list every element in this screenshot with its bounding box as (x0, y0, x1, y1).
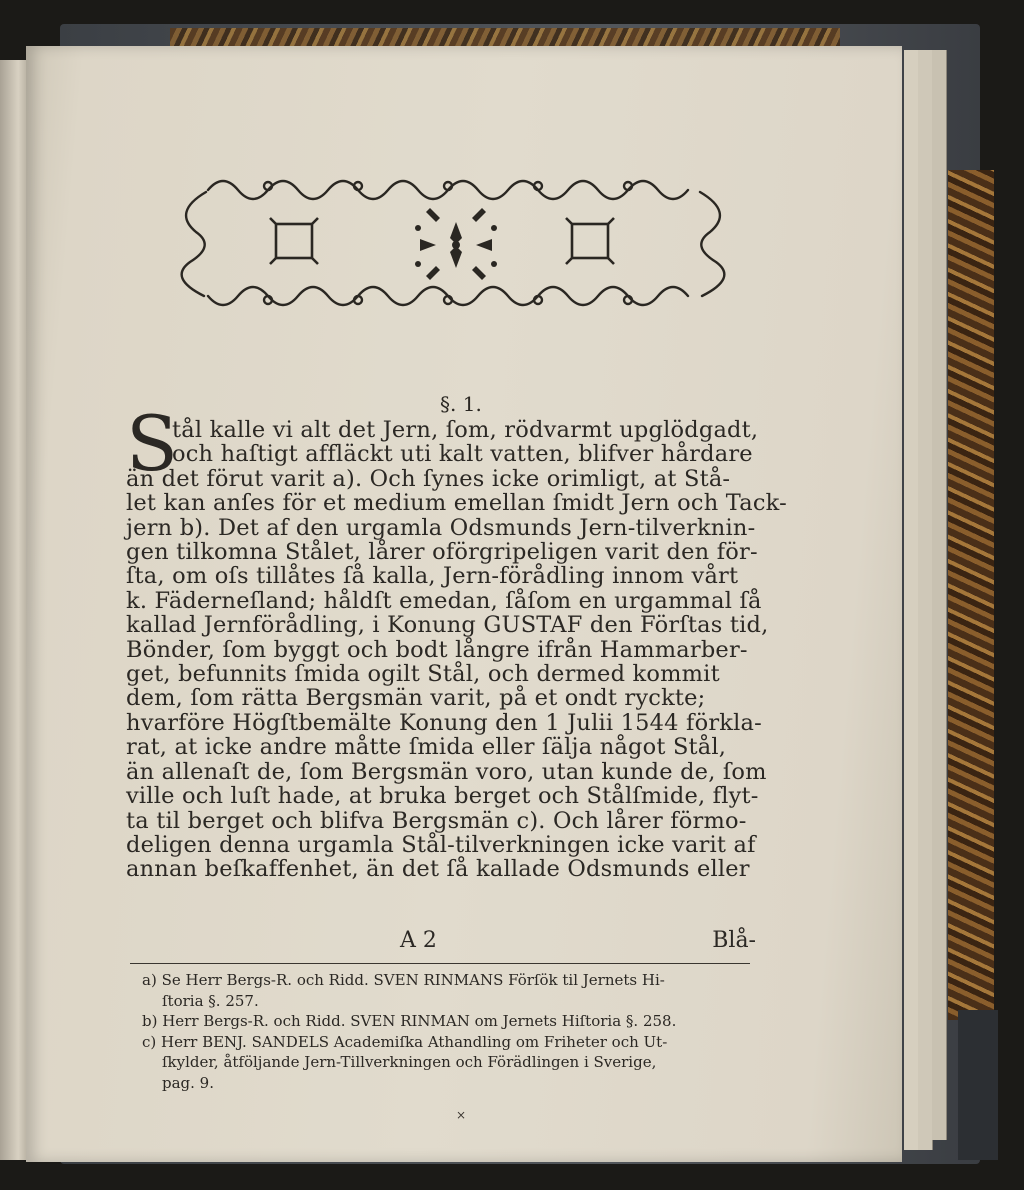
footnote-a: a) Se Herr Bergs-R. och Ridd. SVEN RINMANS Förſök til Jernets Hi- (142, 971, 665, 989)
body-line: rat, at icke andre måtte ſmida eller ſälja något Stål, (126, 734, 727, 761)
footnote-c: c) Herr BENJ. SANDELS Academiſka Athandling om Friheter och Ut- (142, 1032, 668, 1051)
body-line: let kan anſes för et medium emellan ſmidt Jern och Tack- (126, 490, 787, 517)
body-line: deligen denna urgamla Stål-tilverkningen icke varit af (126, 831, 756, 858)
left-page-edge (0, 60, 26, 1160)
body-line: dem, ſom rätta Bergsmän varit, på et ondt ryckte; (126, 685, 706, 712)
body-line: jern b). Det af den urgamla Odsmunds Jern-tilverknin- (126, 514, 756, 541)
body-line: ville och luſt hade, at bruka berget och Stålſmide, flyt- (126, 783, 759, 810)
body-line: k. Fäderneſland; håldſt emedan, ſåſom en urgammal ſå (126, 587, 762, 614)
section-heading: §. 1. (440, 392, 482, 416)
body-line: ta til berget och blifva Bergsmän c). Och lårer förmo- (126, 807, 747, 834)
body-line: ſta, om oſs tillåtes ſå kalla, Jern-förådling innom vårt (126, 563, 739, 590)
body-line: kallad Jernförådling, i Konung GUSTAF den Förſtas tid, (126, 612, 769, 639)
decorative-headpiece-ornament (168, 168, 738, 318)
footnote-a-continued: ſtoria §. 257. (162, 991, 259, 1010)
footnote-rule (130, 963, 750, 964)
signature-mark: A 2 (400, 928, 437, 953)
page-footer-row (126, 928, 766, 954)
drop-cap-letter: S (126, 399, 179, 488)
body-line: Bönder, ſom byggt och bodt långre ifrån Hammarber- (126, 636, 748, 663)
body-line: och haſtigt affläckt uti kalt vatten, blifver hårdare (172, 441, 753, 468)
body-line: hvarföre Högſtbemälte Konung den 1 Julii 1544 förkla- (126, 709, 762, 736)
body-line: get, befunnits ſmida ogilt Stål, och dermed kommit (126, 661, 720, 688)
footnote-c-continued: ſkylder, åtföljande Jern-Tillverkningen och Förädlingen i Sverige, (162, 1053, 657, 1071)
body-line: tål kalle vi alt det Jern, ſom, rödvarmt upglödgadt, (172, 417, 759, 443)
page-stack-edge (904, 50, 919, 1150)
marbled-board-right (948, 170, 994, 1020)
bottom-printer-mark: × (456, 1108, 467, 1122)
footnote-b: b) Herr Bergs-R. och Ridd. SVEN RINMAN om Jernets Hiſtoria §. 258. (142, 1012, 677, 1030)
body-line: än allenaſt de, ſom Bergsmän voro, utan kunde de, ſom (126, 758, 767, 785)
body-text (126, 417, 787, 883)
body-line: gen tilkomna Stålet, lårer oförgripeligen varit den för- (126, 539, 758, 566)
body-line: än det förut varit a). Och ſynes icke orimligt, at Stå- (126, 465, 731, 492)
cover-corner (958, 1010, 998, 1160)
footnote-c-continued: pag. 9. (162, 1073, 214, 1092)
page-stack-edge (918, 50, 933, 1150)
catchword: Blå- (712, 928, 756, 953)
page-stack-edge (932, 50, 947, 1140)
footnotes (142, 970, 754, 1093)
body-line: annan beſkaffenhet, än det ſå kallade Odsmunds eller (126, 856, 750, 883)
